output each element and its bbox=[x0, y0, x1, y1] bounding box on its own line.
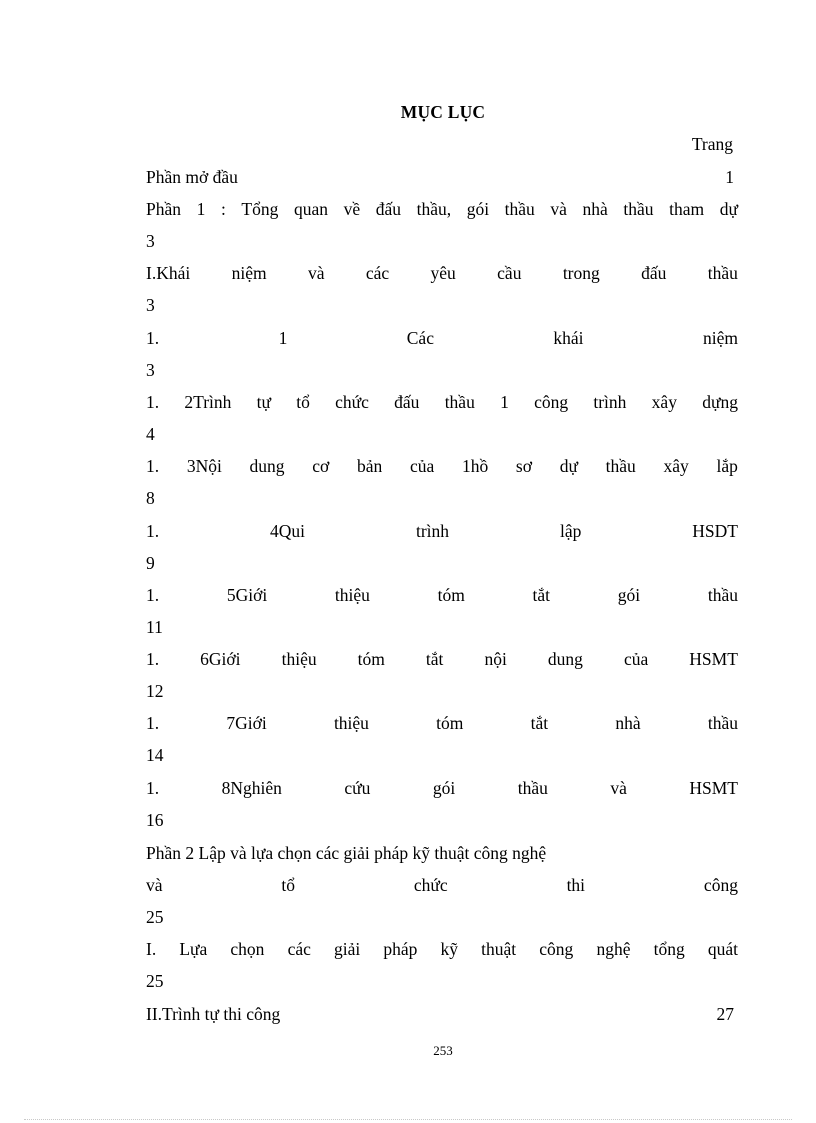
toc-entry-word: nghệ bbox=[596, 939, 631, 959]
toc-entry-page: 4 bbox=[146, 424, 155, 444]
toc-entry bbox=[146, 583, 738, 607]
toc-entry-word: nhà bbox=[615, 713, 641, 733]
toc-entry-word: tổ bbox=[296, 392, 310, 412]
toc-entry bbox=[146, 197, 738, 221]
toc-entry-word: 1 bbox=[196, 199, 206, 219]
toc-entry-word: pháp bbox=[383, 939, 418, 959]
toc-entry-page: 8 bbox=[146, 488, 155, 508]
toc-entry-word: niệm bbox=[231, 263, 267, 283]
toc-entry-word: thầu bbox=[707, 713, 738, 733]
toc-entry bbox=[146, 261, 738, 285]
toc-entry-word: đấu bbox=[394, 392, 420, 412]
toc-entry-page: 16 bbox=[146, 810, 164, 830]
toc-entry-section-II bbox=[146, 1002, 738, 1026]
toc-entry bbox=[146, 873, 738, 897]
toc-entry bbox=[146, 711, 738, 735]
toc-entry-word: cầu bbox=[497, 263, 522, 283]
page-number: 253 bbox=[433, 1043, 453, 1058]
toc-entry-word: chọn bbox=[230, 939, 265, 959]
toc-entry-page: 3 bbox=[146, 360, 155, 380]
toc-entry-word: tóm bbox=[357, 649, 385, 669]
toc-entry-word: quát bbox=[707, 939, 738, 959]
toc-entry-word: tắt bbox=[530, 713, 549, 733]
toc-entry-page: 9 bbox=[146, 553, 155, 573]
toc-entry-word: thiệu bbox=[334, 585, 370, 605]
toc-entry-page: 25 bbox=[146, 907, 164, 927]
toc-title: MỤC LỤC bbox=[400, 102, 486, 122]
toc-entry-word: tóm bbox=[436, 713, 464, 733]
toc-entry-word: tóm bbox=[437, 585, 465, 605]
toc-part2-heading: Phần 2 Lập và lựa chọn các giải pháp kỹ thuật công nghệ bbox=[146, 843, 547, 863]
toc-entry-word: Lựa bbox=[179, 939, 208, 959]
toc-entry-word: tự bbox=[256, 392, 271, 412]
toc-entry bbox=[146, 519, 738, 543]
toc-entry-word: về bbox=[343, 199, 361, 219]
toc-entry-word: 1. bbox=[146, 713, 160, 733]
toc-entry-word: bản bbox=[356, 456, 383, 476]
toc-entry-word: nội bbox=[484, 649, 507, 669]
toc-entry-word: tham bbox=[669, 199, 705, 219]
page-bottom-border bbox=[24, 1119, 792, 1120]
toc-entry-word: thiệu bbox=[281, 649, 317, 669]
toc-entry-word: quan bbox=[293, 199, 328, 219]
toc-entry-word: 1 bbox=[278, 328, 288, 348]
toc-entry-word: thầu bbox=[605, 456, 636, 476]
toc-entry-word: thi bbox=[566, 875, 586, 895]
toc-entry bbox=[146, 647, 738, 671]
page-column-header: Trang bbox=[691, 134, 733, 154]
toc-entry-word: 1. bbox=[146, 585, 160, 605]
toc-entry-label: Phần mở đầu bbox=[146, 167, 238, 187]
toc-entry-word: 1. bbox=[146, 521, 160, 541]
toc-entry-word: 8Nghiên bbox=[221, 778, 282, 798]
toc-entry-word: lập bbox=[559, 521, 582, 541]
toc-entry-word: chức bbox=[413, 875, 448, 895]
toc-entry-page: 12 bbox=[146, 681, 164, 701]
toc-entry-word: sơ bbox=[515, 456, 532, 476]
toc-entry-word: và bbox=[610, 778, 627, 798]
toc-entry-word: 1. bbox=[146, 328, 160, 348]
toc-entry-word: cứu bbox=[344, 778, 371, 798]
toc-entry-word: thầu, bbox=[416, 199, 452, 219]
toc-entry-word: các bbox=[365, 263, 390, 283]
toc-entry-word: dự bbox=[559, 456, 578, 476]
toc-entry bbox=[146, 776, 738, 800]
toc-entry-word: và bbox=[146, 875, 163, 895]
toc-entry-word: I. bbox=[146, 939, 157, 959]
toc-entry-word: dự bbox=[719, 199, 738, 219]
toc-entry-word: 1 bbox=[500, 392, 509, 412]
toc-entry-word: các bbox=[287, 939, 311, 959]
toc-entry-page: 1 bbox=[725, 167, 734, 187]
toc-entry bbox=[146, 326, 738, 350]
toc-entry-intro bbox=[146, 165, 738, 189]
toc-entry-word: HSDT bbox=[692, 521, 738, 541]
toc-entry-word: và bbox=[550, 199, 567, 219]
toc-entry-word: gói bbox=[432, 778, 456, 798]
toc-entry-page: 3 bbox=[146, 295, 155, 315]
toc-entry-word: công bbox=[539, 939, 574, 959]
toc-entry-word: thuật bbox=[481, 939, 517, 959]
toc-entry-word: xây bbox=[651, 392, 677, 412]
toc-entry-word: kỹ bbox=[440, 939, 459, 959]
toc-entry-word: thầu bbox=[707, 585, 738, 605]
toc-entry-word: lắp bbox=[716, 456, 738, 476]
toc-entry-word: 5Giới bbox=[226, 585, 268, 605]
toc-entry-word: gói bbox=[617, 585, 641, 605]
toc-entry-word: I.Khái bbox=[146, 263, 191, 283]
toc-entry-word: thầu bbox=[623, 199, 654, 219]
toc-entry-word: của bbox=[409, 456, 435, 476]
toc-entry-word: 1hồ bbox=[461, 456, 489, 476]
toc-entry-word: chức bbox=[335, 392, 369, 412]
toc-entry-word: công bbox=[703, 875, 738, 895]
toc-entry-page: 14 bbox=[146, 745, 164, 765]
toc-entry-word: khái bbox=[553, 328, 584, 348]
toc-entry-word: dung bbox=[547, 649, 583, 669]
toc-entry-word: tổ bbox=[281, 875, 296, 895]
toc-entry-word: giải bbox=[334, 939, 361, 959]
toc-entry-word: của bbox=[623, 649, 649, 669]
toc-entry-word: : bbox=[220, 199, 226, 219]
toc-entry-word: 1. bbox=[146, 392, 160, 412]
toc-entry-word: 2Trình bbox=[184, 392, 232, 412]
toc-entry-word: Phần bbox=[146, 199, 181, 219]
toc-entry-word: HSMT bbox=[689, 649, 738, 669]
toc-entry-label: II.Trình tự thi công bbox=[146, 1004, 281, 1024]
toc-entry-word: xây bbox=[663, 456, 689, 476]
toc-entry-page: 3 bbox=[146, 231, 155, 251]
toc-entry bbox=[146, 454, 738, 478]
toc-entry-word: yêu bbox=[430, 263, 456, 283]
toc-entry-page: 11 bbox=[146, 617, 163, 637]
toc-entry-word: trình bbox=[415, 521, 450, 541]
toc-entry-word: 3Nội bbox=[186, 456, 222, 476]
toc-entry-word: gói bbox=[466, 199, 490, 219]
toc-entry-page: 27 bbox=[716, 1004, 734, 1024]
toc-entry-word: niệm bbox=[702, 328, 738, 348]
toc-entry-word: 1. bbox=[146, 649, 160, 669]
toc-entry-word: cơ bbox=[312, 456, 330, 476]
toc-entry-word: trong bbox=[562, 263, 600, 283]
toc-entry-page: 25 bbox=[146, 971, 164, 991]
toc-entry bbox=[146, 390, 738, 414]
toc-entry-word: 7Giới bbox=[226, 713, 267, 733]
toc-entry-word: và bbox=[307, 263, 325, 283]
toc-entry-word: 4Qui bbox=[270, 521, 306, 541]
toc-entry-word: thầu bbox=[444, 392, 475, 412]
toc-entry-word: tắt bbox=[425, 649, 444, 669]
toc-entry-word: Các bbox=[406, 328, 434, 348]
toc-entry-word: Tổng bbox=[241, 199, 279, 219]
toc-entry-word: 1. bbox=[146, 778, 160, 798]
toc-entry-word: thầu bbox=[517, 778, 548, 798]
toc-entry-word: nhà bbox=[582, 199, 608, 219]
toc-entry-word: công bbox=[534, 392, 569, 412]
toc-entry-word: dựng bbox=[702, 392, 738, 412]
toc-entry-word: thiệu bbox=[333, 713, 369, 733]
toc-entry bbox=[146, 937, 738, 961]
toc-entry-word: HSMT bbox=[689, 778, 738, 798]
toc-entry-word: tổng bbox=[653, 939, 685, 959]
toc-entry-word: tắt bbox=[532, 585, 551, 605]
toc-entry-word: dung bbox=[249, 456, 285, 476]
toc-entry-word: đấu bbox=[641, 263, 667, 283]
toc-entry-word: trình bbox=[593, 392, 627, 412]
toc-entry-word: thầu bbox=[504, 199, 535, 219]
toc-entry-word: thầu bbox=[707, 263, 738, 283]
toc-entry-word: 1. bbox=[146, 456, 160, 476]
toc-entry-word: đấu bbox=[375, 199, 401, 219]
toc-entry-word: 6Giới bbox=[200, 649, 241, 669]
